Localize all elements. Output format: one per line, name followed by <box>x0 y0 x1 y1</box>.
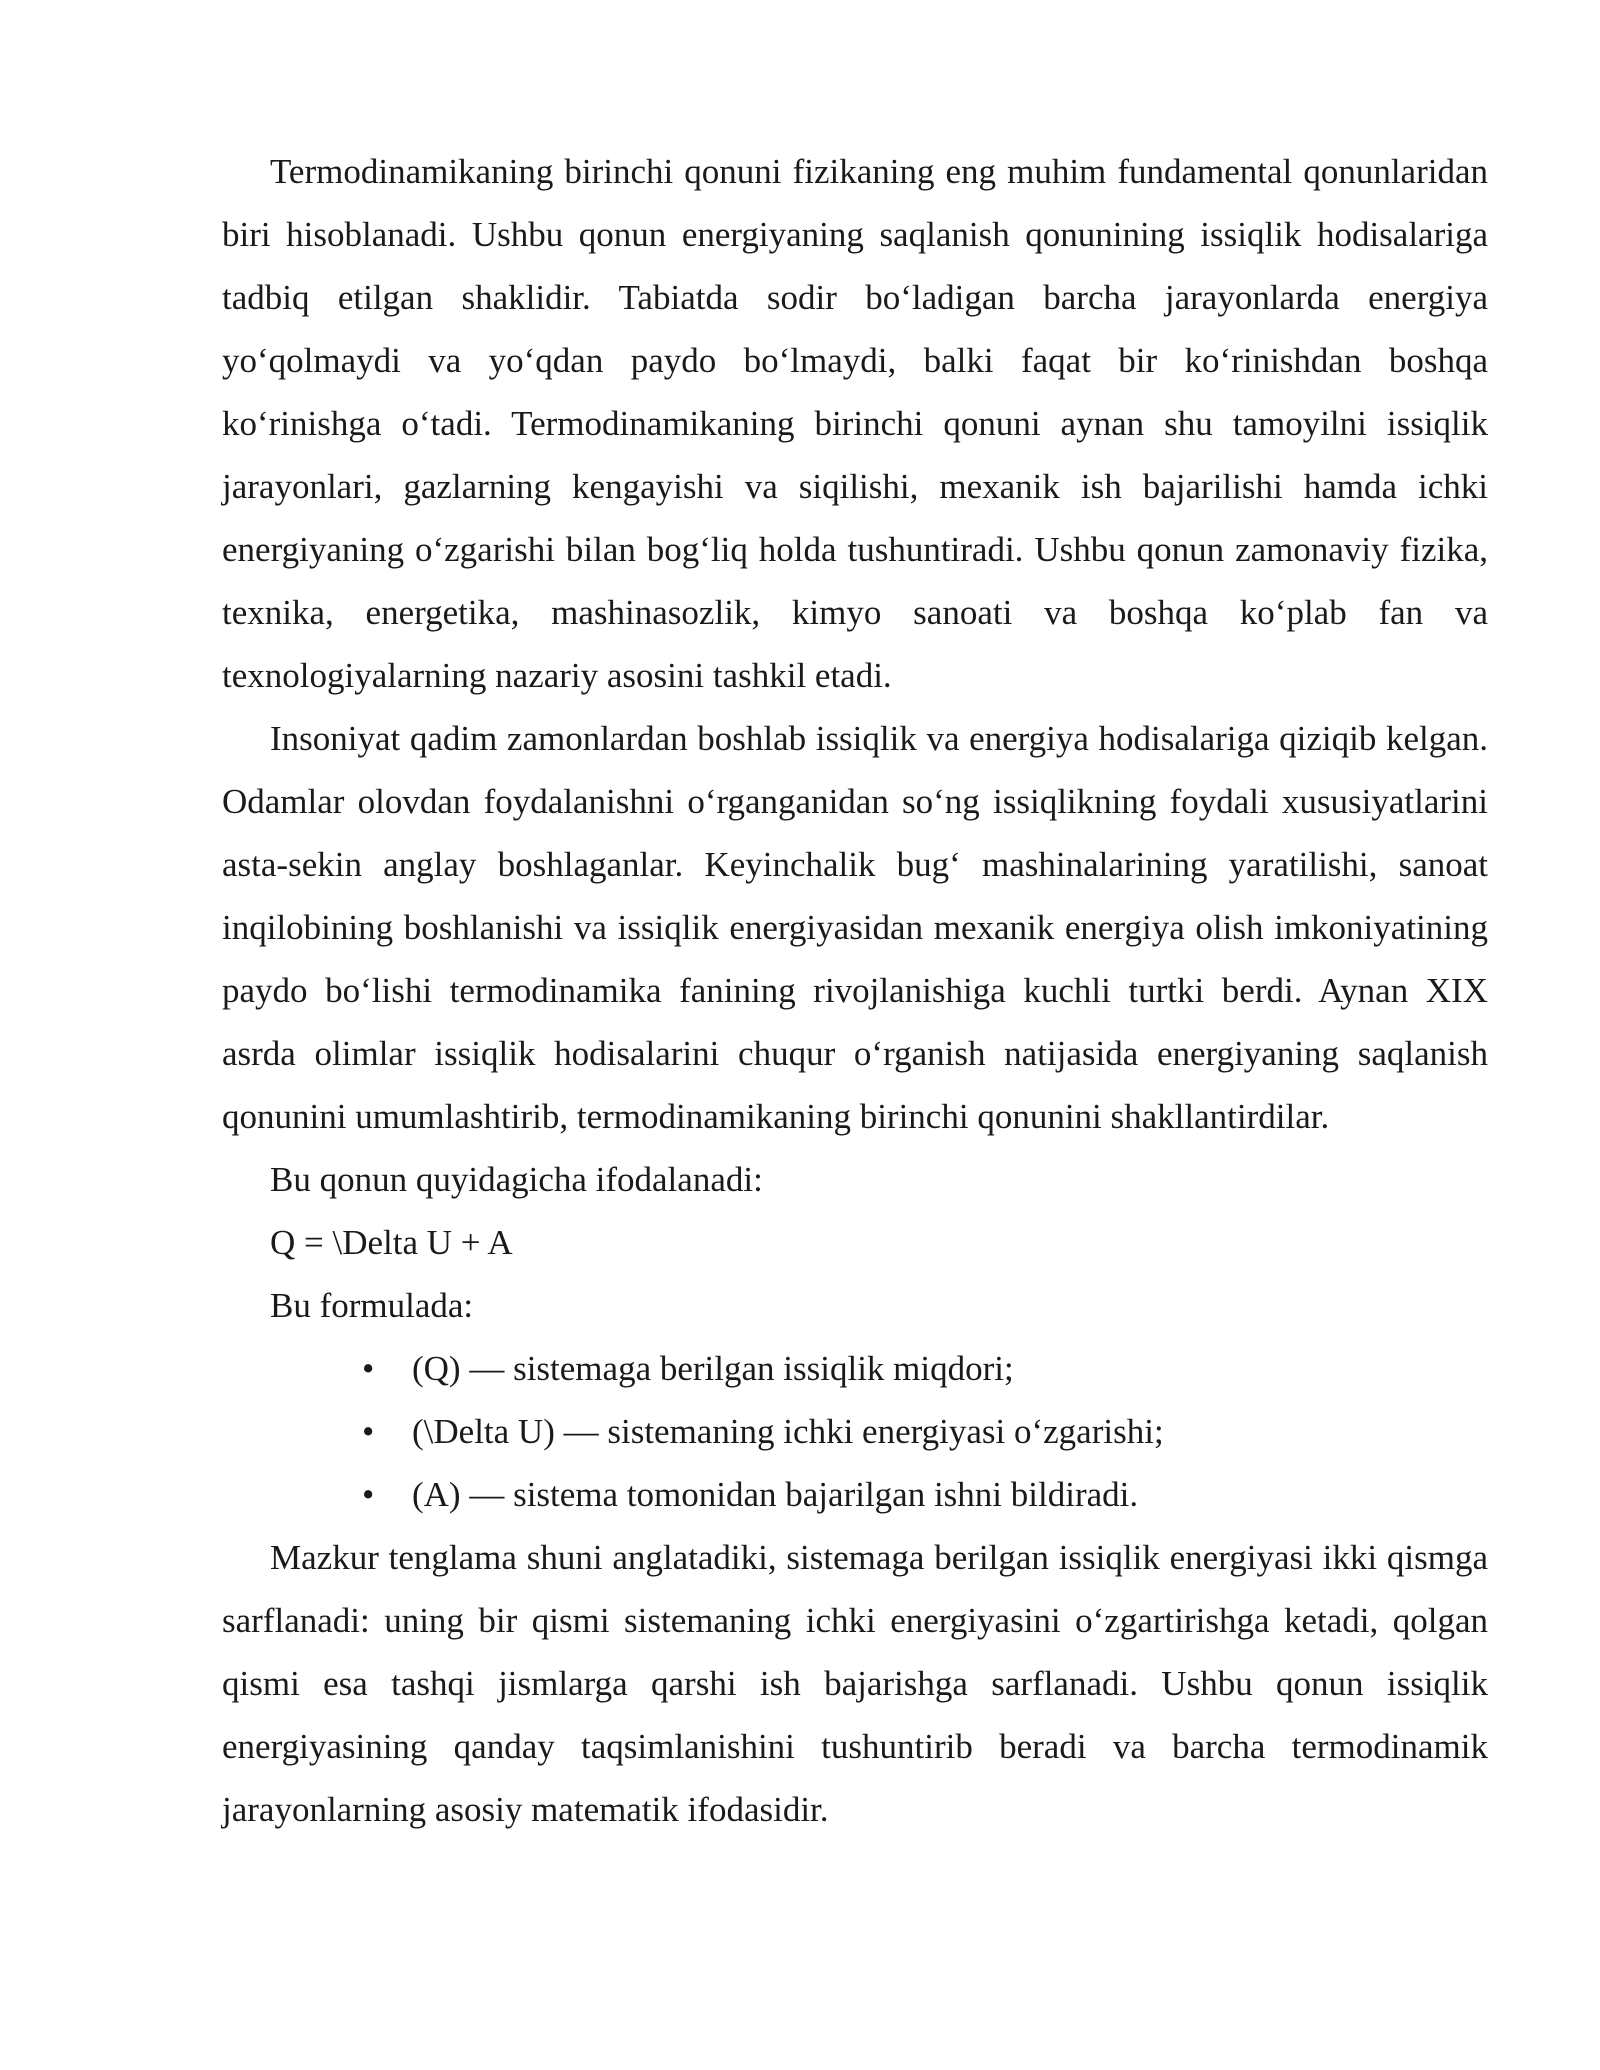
paragraph-first-law-intro: Termodinamikaning birinchi qonuni fizikaning eng muhim fundamental qonunlaridan biri hisoblanadi. Ushbu qonun energiyaning saqlanish qonunining issiqlik hodisalariga tadbiq etilgan shaklidir. Tabiatda sodir bo‘ladigan barcha jarayonlarda energiya yo‘qolmaydi va yo‘qdan paydo bo‘lmaydi, balki faqat bir ko‘rinishdan boshqa ko‘rinishga o‘tadi. Termodinamikaning birinchi qonuni aynan shu tamoyilni issiqlik jarayonlari, gazlarning kengayishi va siqilishi, mexanik ish bajarilishi hamda ichki energiyaning o‘zgarishi bilan bog‘liq holda tushuntiradi. Ushbu qonun zamonaviy fizika, texnika, energetika, mashinasozlik, kimyo sanoati va boshqa ko‘plab fan va texnologiyalarning nazariy asosini tashkil etadi. <box>222 152 1488 695</box>
list-item-text: (\Delta U) — sistemaning ichki energiyasi o‘zgarishi; <box>412 1412 1164 1451</box>
paragraph-history: Insoniyat qadim zamonlardan boshlab issiqlik va energiya hodisalariga qiziqib kelgan. Odamlar olovdan foydalanishni o‘rganganidan so‘ng issiqlikning foydali xususiyatlarini asta-sekin anglay boshlaganlar. Keyinchalik bug‘ mashinalarining yaratilishi, sanoat inqilobining boshlanishi va issiqlik energiyasidan mexanik energiya olish imkoniyatining paydo bo‘lishi termodinamika fanining rivojlanishiga kuchli turtki berdi. Aynan XIX asrda olimlar issiqlik hodisalarini chuqur o‘rganish natijasida energiyaning saqlanish qonunini umumlashtirib, termodinamikaning birinchi qonunini shakllantirdilar. <box>222 719 1488 1136</box>
formula: Q = \Delta U + A <box>270 1223 513 1262</box>
bullet-icon: • <box>362 1349 375 1388</box>
list-item <box>362 1400 1488 1463</box>
formula-legend-title: Bu formulada: <box>270 1286 474 1325</box>
bullet-icon: • <box>362 1475 375 1514</box>
list-item-text: (Q) — sistemaga berilgan issiqlik miqdori; <box>412 1349 1014 1388</box>
formula-intro-line: Bu qonun quyidagicha ifodalanadi: <box>270 1160 763 1199</box>
list-item <box>362 1463 1488 1526</box>
list-item-text: (A) — sistema tomonidan bajarilgan ishni bildiradi. <box>412 1475 1139 1514</box>
bullet-icon: • <box>362 1412 375 1451</box>
formula-legend-list <box>222 1337 1488 1526</box>
list-item <box>362 1337 1488 1400</box>
document-body <box>222 140 1488 1841</box>
paragraph-equation-meaning: Mazkur tenglama shuni anglatadiki, sistemaga berilgan issiqlik energiyasi ikki qismga sarflanadi: uning bir qismi sistemaning ichki energiyasini o‘zgartirishga ketadi, qolgan qismi esa tashqi jismlarga qarshi ish bajarishga sarflanadi. Ushbu qonun issiqlik energiyasining qanday taqsimlanishini tushuntirib beradi va barcha termodinamik jarayonlarning asosiy matematik ifodasidir. <box>222 1538 1488 1829</box>
